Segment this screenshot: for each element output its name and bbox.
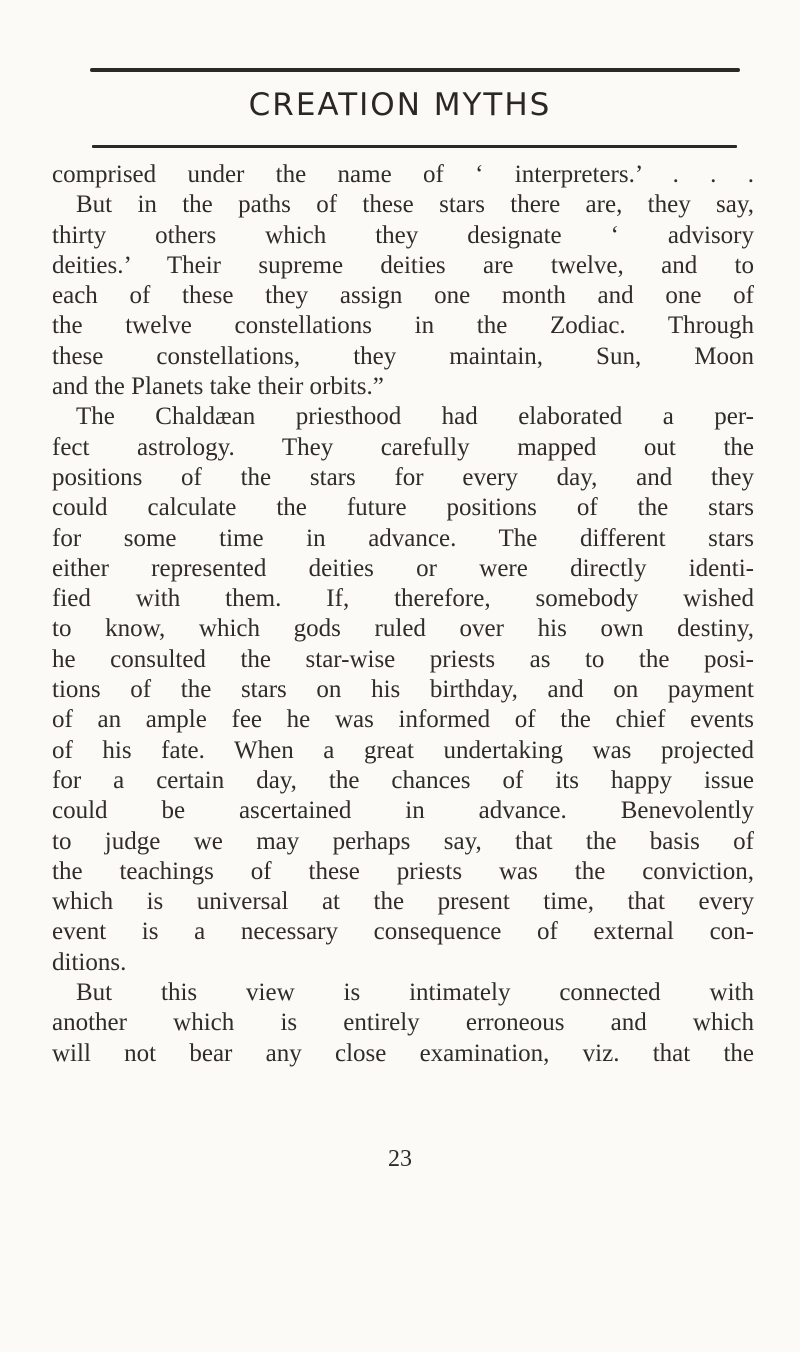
text-line: to judge we may perhaps say, that the basis of <box>52 827 754 855</box>
text-line: for some time in advance. The different stars <box>52 524 754 552</box>
text-line: deities.’ Their supreme deities are twelve, and to <box>52 251 754 279</box>
text-line: ditions. <box>52 948 127 976</box>
text-line: tions of the stars on his birthday, and on payment <box>52 676 754 704</box>
text-line: fied with them. If, therefore, somebody wished <box>52 585 754 613</box>
text-line: he consulted the star-wise priests as to the posi- <box>52 645 754 673</box>
text-line: these constellations, they maintain, Sun, Moon <box>52 342 754 370</box>
text-line: positions of the stars for every day, and they <box>52 463 754 491</box>
text-line: each of these they assign one month and one of <box>52 282 754 310</box>
text-line: the twelve constellations in the Zodiac. Through <box>52 312 754 340</box>
text-line: which is universal at the present time, that every <box>52 888 754 916</box>
text-line: for a certain day, the chances of its happy issue <box>52 766 754 794</box>
running-head: CREATION MYTHS <box>248 87 552 123</box>
text-line: another which is entirely erroneous and which <box>52 1009 754 1037</box>
text-line: of his fate. When a great undertaking was projected <box>52 736 754 764</box>
text-line: fect astrology. They carefully mapped out the <box>52 433 754 461</box>
text-line: will not bear any close examination, viz. that the <box>52 1039 754 1067</box>
text-line: of an ample fee he was informed of the chief events <box>52 706 754 734</box>
text-line: thirty others which they designate ‘ advisory <box>52 221 754 249</box>
text-line: the teachings of these priests was the conviction, <box>52 857 754 885</box>
text-line: to know, which gods ruled over his own destiny, <box>52 615 754 643</box>
text-line: comprised under the name of ‘ interpreters.’ . . . <box>52 161 754 188</box>
text-line: event is a necessary consequence of external con- <box>52 918 754 946</box>
body-text <box>52 160 754 1069</box>
text-line: could calculate the future positions of the stars <box>52 494 754 522</box>
text-line: But this view is intimately connected with <box>76 979 754 1007</box>
text-line: either represented deities or were directly identi- <box>52 554 754 582</box>
text-line: But in the paths of these stars there are, they say, <box>76 191 754 219</box>
text-line: could be ascertained in advance. Benevolently <box>52 797 754 825</box>
text-line: The Chaldæan priesthood had elaborated a per- <box>76 403 754 431</box>
page-number: 23 <box>388 1146 412 1172</box>
header-rule-bottom <box>92 145 737 148</box>
header-rule-top <box>90 68 740 72</box>
text-line: and the Planets take their orbits.” <box>52 373 384 401</box>
